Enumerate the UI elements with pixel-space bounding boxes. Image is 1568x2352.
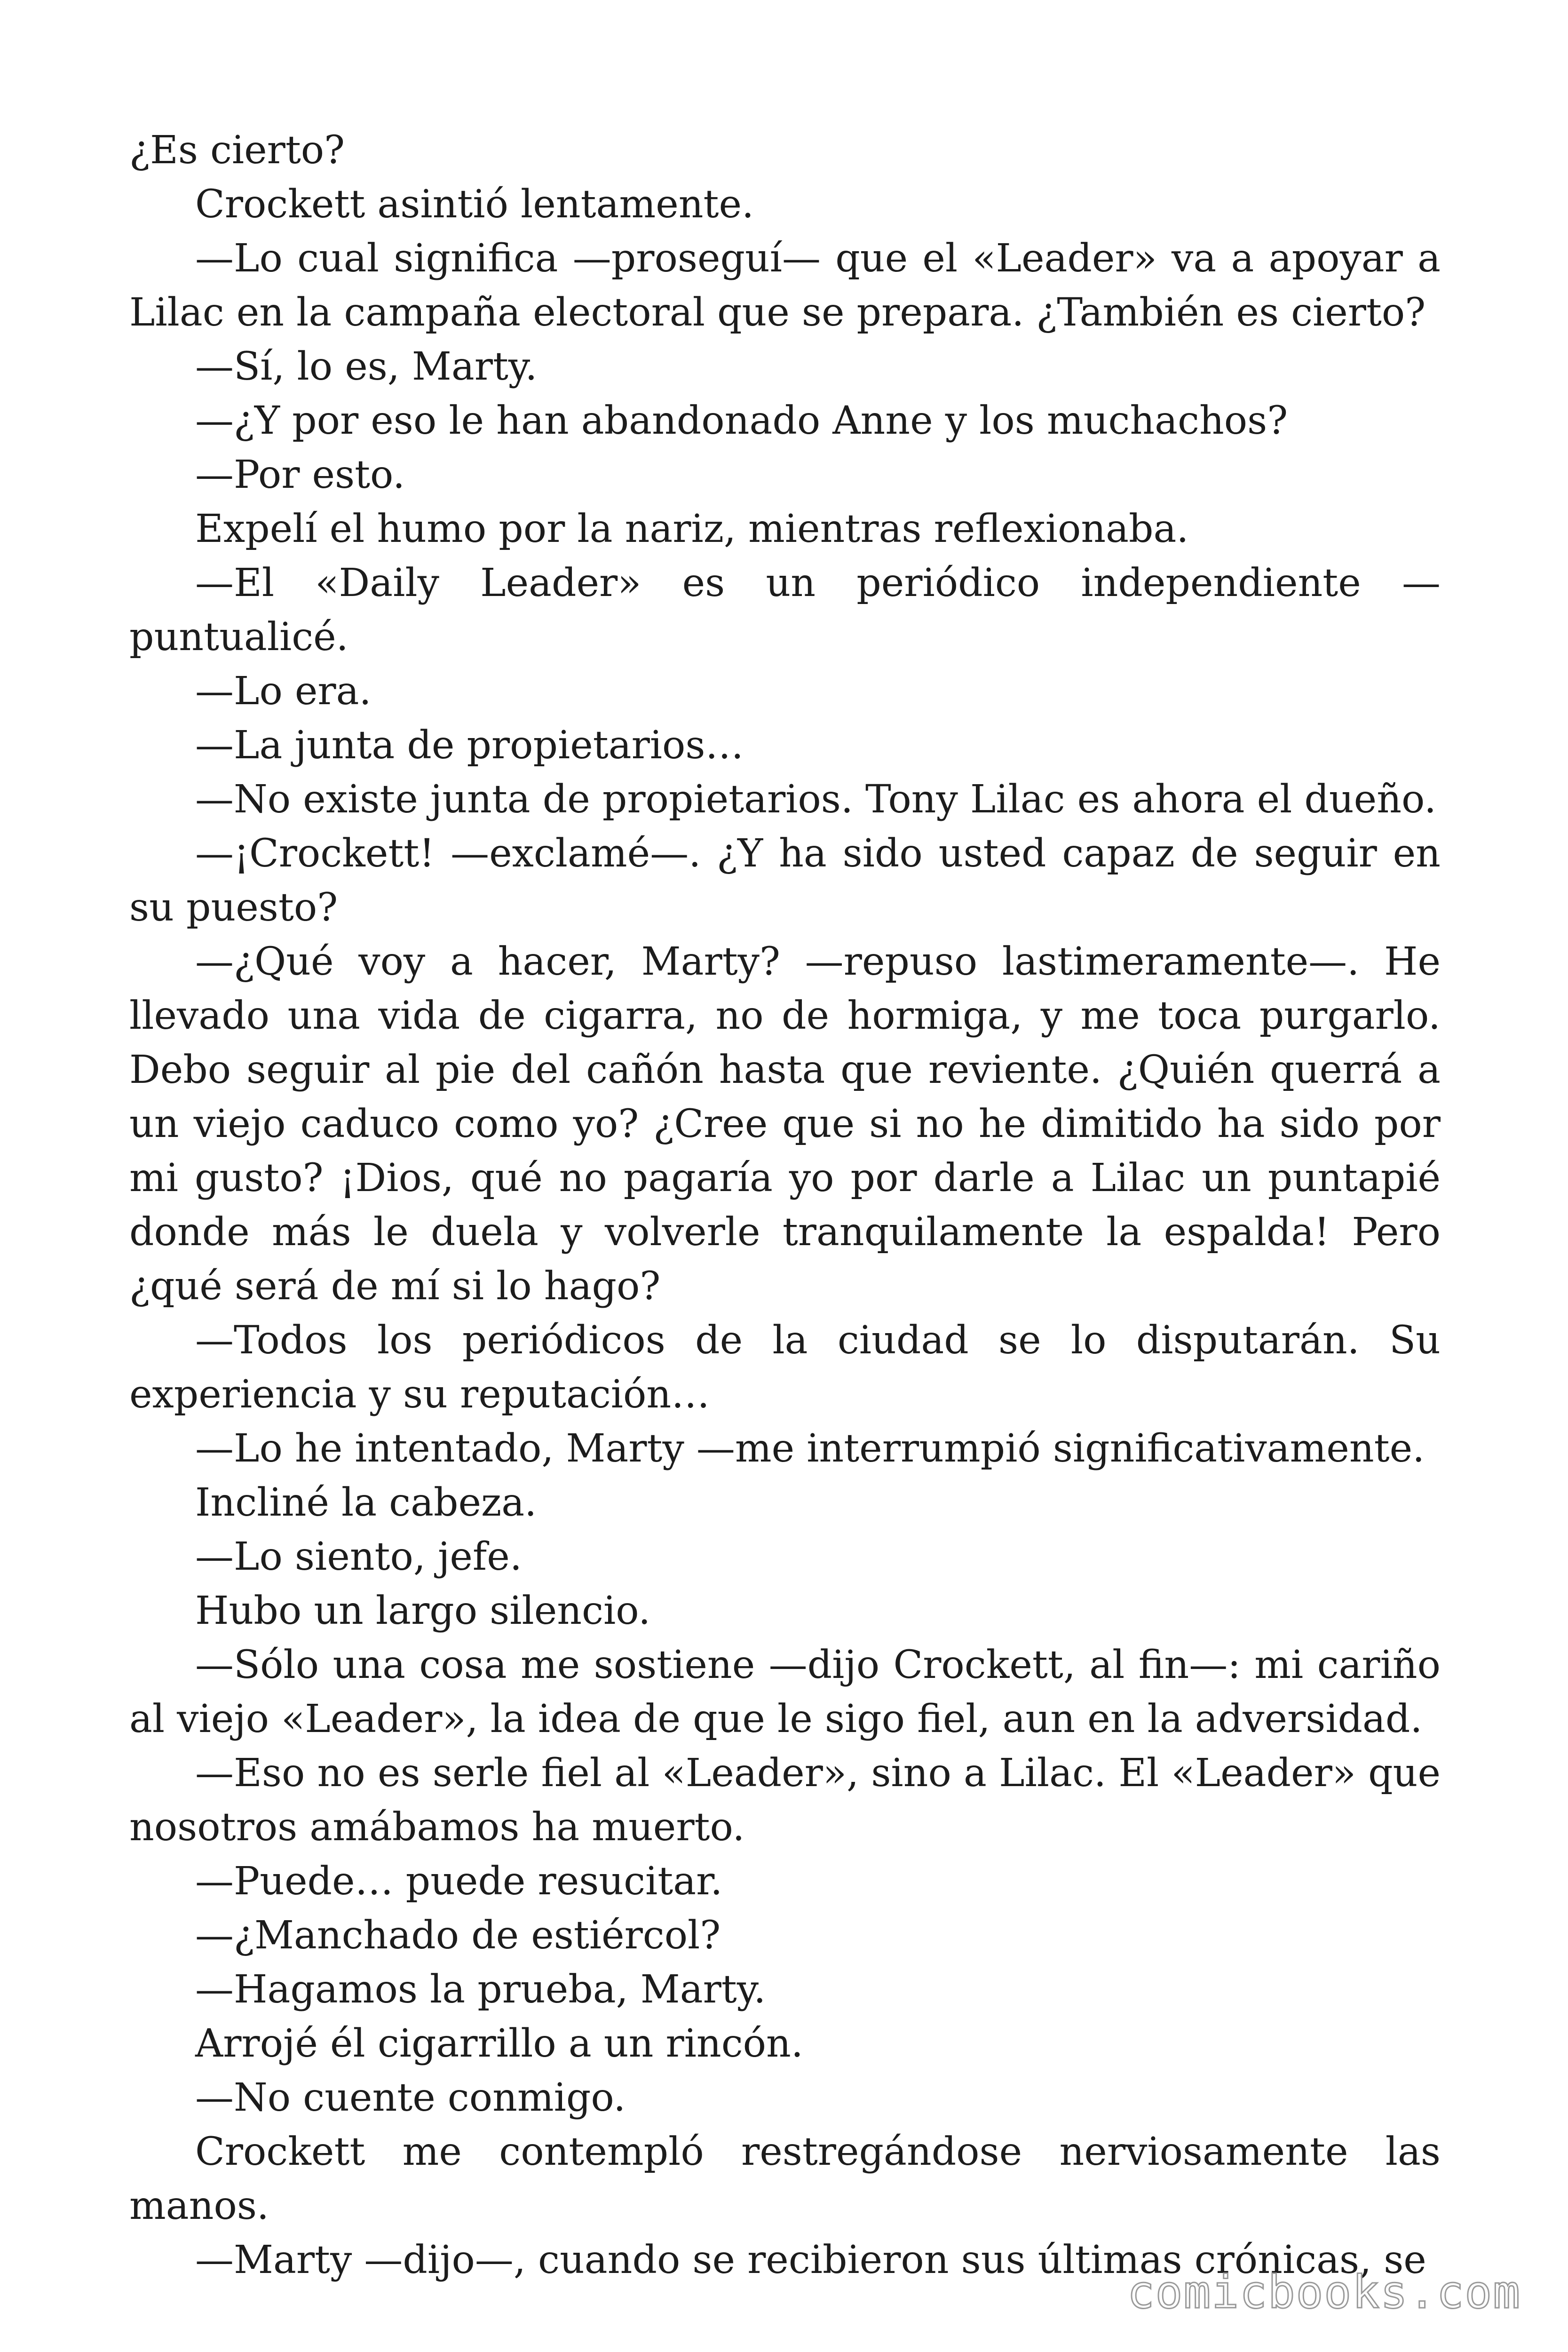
paragraph: —¿Qué voy a hacer, Marty? —repuso lastimeramente—. He llevado una vida de cigarra, no de hormiga, y me toca purgarlo. Debo seguir al pie del cañón hasta que reviente. ¿Quién querrá a un viejo caduco como yo? ¿Cree que si no he dimitido ha sido por mi gusto? ¡Dios, qué no pagaría yo por darle a Lilac un puntapié donde más le duela y volverle tranquilamente la espalda! Pero ¿qué será de mí si lo hago? xyxy=(129,939,1441,1309)
watermark-logo: comicbooks.com xyxy=(1127,2266,1521,2319)
paragraph: —Sólo una cosa me sostiene —dijo Crockett, al fin—: mi cariño al viejo «Leader», la idea de que le sigo fiel, aun en la adversidad. xyxy=(129,1643,1441,1741)
paragraph: Incliné la cabeza. xyxy=(195,1480,537,1525)
paragraph: ¿Es cierto? xyxy=(129,128,345,173)
paragraph: —Lo siento, jefe. xyxy=(195,1534,522,1579)
paragraph: Arrojé él cigarrillo a un rincón. xyxy=(195,2021,803,2066)
paragraph: —Eso no es serle fiel al «Leader», sino a Lilac. El «Leader» que nosotros amábamos ha muerto. xyxy=(129,1751,1441,1850)
paragraph: —Por esto. xyxy=(195,453,405,497)
paragraph: —No existe junta de propietarios. Tony Lilac es ahora el dueño. xyxy=(195,777,1437,822)
paragraph: —El «Daily Leader» es un periódico independiente —puntualicé. xyxy=(129,561,1441,660)
paragraph: Expelí el humo por la nariz, mientras reflexionaba. xyxy=(195,507,1189,551)
paragraph: Hubo un largo silencio. xyxy=(195,1589,651,1633)
book-page-text xyxy=(129,123,1441,2287)
paragraph: —Marty —dijo—, cuando se recibieron sus últimas crónicas, se xyxy=(195,2238,1426,2282)
paragraph: —Lo era. xyxy=(195,669,372,714)
paragraph: —¿Y por eso le han abandonado Anne y los muchachos? xyxy=(195,398,1288,443)
paragraph: —Hagamos la prueba, Marty. xyxy=(195,1967,766,2012)
paragraph: —¿Manchado de estiércol? xyxy=(195,1913,721,1958)
paragraph: —La junta de propietarios… xyxy=(195,723,744,768)
paragraph: —Todos los periódicos de la ciudad se lo disputarán. Su experiencia y su reputación… xyxy=(129,1318,1441,1417)
paragraph: Crockett me contempló restregándose nerviosamente las manos. xyxy=(129,2130,1441,2228)
paragraph: —Sí, lo es, Marty. xyxy=(195,344,538,389)
paragraph: Crockett asintió lentamente. xyxy=(195,182,754,227)
paragraph: —Lo cual significa —proseguí— que el «Leader» va a apoyar a Lilac en la campaña electoral que se prepara. ¿También es cierto? xyxy=(129,236,1441,335)
paragraph: —No cuente conmigo. xyxy=(195,2075,626,2120)
paragraph: —¡Crockett! —exclamé—. ¿Y ha sido usted capaz de seguir en su puesto? xyxy=(129,831,1441,930)
paragraph: —Lo he intentado, Marty —me interrumpió significativamente. xyxy=(195,1426,1425,1471)
paragraph: —Puede… puede resucitar. xyxy=(195,1859,723,1904)
